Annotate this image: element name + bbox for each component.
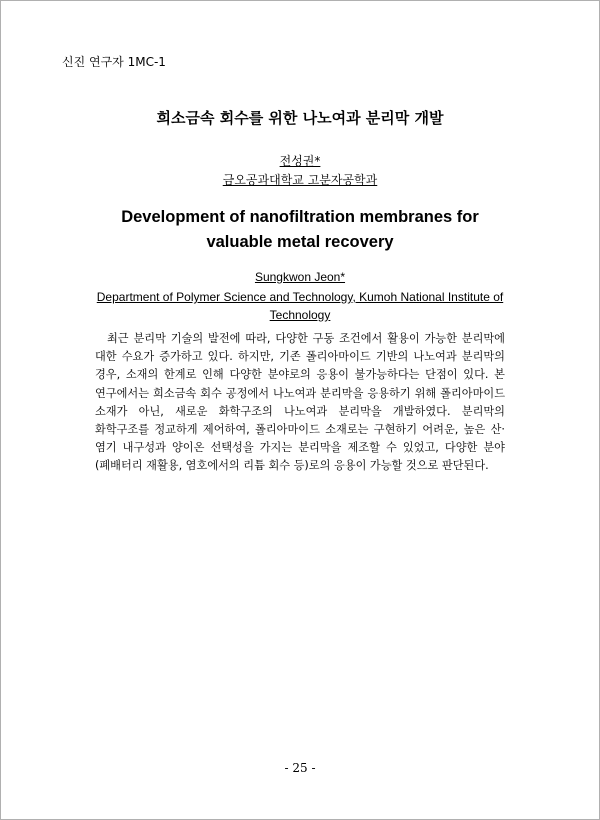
abstract-text: 최근 분리막 기술의 발전에 따라, 다양한 구동 조건에서 활용이 가능한 분리막에 대한 수요가 증가하고 있다. 하지만, 기존 폴리아마이드 기반의 나노여과 분리막의 경우, 소재의 한계로 인해 다양한 분야로의 응용이 불가능하다는 단점이 있다. 본 연구에서는 희소금속 회수 공정에서 나노여과 분리막을 응용하기 위해 폴리아마이드 소재가 아닌, 새로운 화학구조의 나노여과 분리막을 개발하였다. 분리막의 화학구조를 정교하게 제어하여, 폴리아마이드 소재로는 구현하기 어려운, 높은 산·염기 내구성과 양이온 선택성을 가지는 분리막을 제조할 수 있었고, 다양한 분야(폐배터리 재활용, 염호에서의 리튬 회수 등)로의 응용이 가능할 것으로 판단된다.: [95, 332, 505, 473]
title-korean: 희소금속 회수를 위한 나노여과 분리막 개발: [156, 109, 444, 127]
author-english: Sungkwon Jeon*: [254, 270, 346, 284]
author-korean: 전성권*: [279, 154, 321, 168]
title-english: Development of nanofiltration membranes for valuable metal recovery: [121, 208, 479, 251]
page-number: - 25 -: [284, 761, 316, 775]
session-code: 신진 연구자 1MC-1: [62, 55, 166, 69]
affiliation-korean: 금오공과대학교 고분자공학과: [222, 173, 378, 187]
affiliation-english: Department of Polymer Science and Technology, Kumoh National Institute of Technology: [96, 290, 504, 322]
